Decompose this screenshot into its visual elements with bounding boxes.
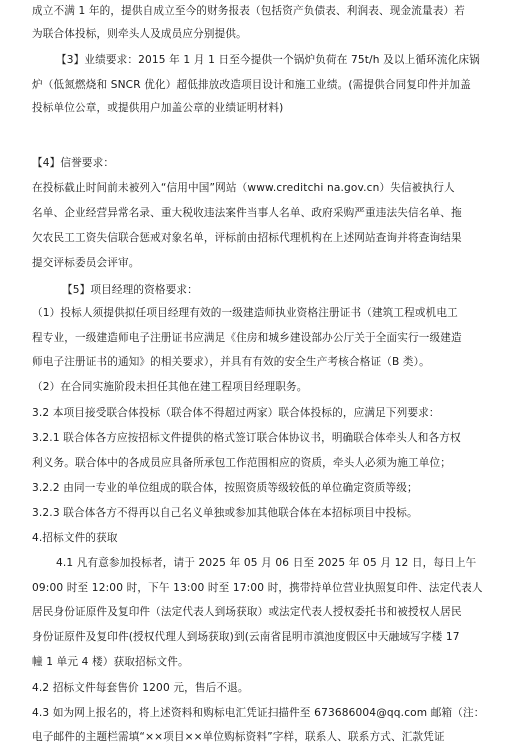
text-line: 幢 1 单元 4 楼）获取招标文件。 [32,656,189,668]
text-line: 欠农民工工资失信联合惩戒对象名单，评标前由招标代理机构在上述网站查询并将查询结果 [32,232,462,244]
section-heading: 【5】项目经理的资格要求： [62,284,198,296]
text-line: 投标单位公章，或提供用户加盖公章的业绩证明材料) [32,102,284,114]
text-line: 【3】业绩要求：2015 年 1 月 1 日至今提供一个锅炉负荷在 75t/h 及以上循环流化床锅 [56,54,480,66]
text-line: 炉（低氮燃烧和 SNCR 优化）超低排放改造项目设计和施工业绩。(需提供合同复印件并加盖 [32,79,471,91]
text-line: 名单、企业经营异常名录、重大税收违法案件当事人名单、政府采购严重违法失信名单、拖 [32,207,462,219]
text-line: 3.2.2 由同一专业的单位组成的联合体，按照资质等级较低的单位确定资质等级； [32,482,418,494]
text-line: 身份证原件及复印件(授权代理人到场获取)到(云南省昆明市滇池度假区中天融域写字楼 17 [32,631,460,643]
text-line: 师电子注册证书的通知》的相关要求），并具有有效的安全生产考核合格证（B 类）。 [32,356,430,368]
text-line: 4.3 如为网上报名的，将上述资料和购标电汇凭证扫描件至 673686004@qq.com 邮箱（注： [32,707,485,719]
text-line: 3.2 本项目接受联合体投标（联合体不得超过两家）联合体投标的，应满足下列要求： [32,407,440,419]
text-line: 为联合体投标，则牵头人及成员应分别提供。 [32,28,247,40]
section-heading: 4.招标文件的获取 [32,532,118,544]
text-line: 提交评标委员会评审。 [32,257,140,269]
text-line: （1）投标人须提供拟任项目经理有效的一级建造师执业资格注册证书（建筑工程或机电工 [32,307,458,319]
text-line: 3.2.3 联合体各方不得再以自己名义单独或参加其他联合体在本招标项目中投标。 [32,507,418,519]
text-line: 成立不满 1 年的，提供自成立至今的财务报表（包括资产负债表、利润表、现金流量表）若 [32,5,465,17]
text-line: 3.2.1 联合体各方应按招标文件提供的格式签订联合体协议书，明确联合体牵头人和各方权 [32,432,461,444]
text-line: 程专业，一级建造师电子注册证书应满足《住房和城乡建设部办公厅关于全面实行一级建造 [32,332,462,344]
section-heading: 【4】信誉要求： [32,157,115,169]
text-line: 4.1 凡有意参加投标者，请于 2025 年 05 月 06 日至 2025 年 05 月 12 日，每日上午 [56,557,477,569]
text-line: 09:00 时至 12:00 时，下午 13:00 时至 17:00 时，携带持单位营业执照复印件、法定代表人 [32,582,483,594]
text-line: 4.2 招标文件每套售价 1200 元，售后不退。 [32,682,249,694]
text-line: 电子邮件的主题栏需填“××项目××单位购标资料”字样，联系人、联系方式、汇款凭证 [32,731,445,743]
text-line: 在投标截止时间前未被列入“信用中国”网站（www.creditchi na.gov.cn）失信被执行人 [32,182,455,194]
text-line: （2）在合同实施阶段未担任其他在建工程项目经理职务。 [32,381,308,393]
text-line: 利义务。联合体中的各成员应具备所承包工作范围相应的资质，牵头人必须为施工单位； [32,457,452,469]
text-line: 居民身份证原件及复印件（法定代表人到场获取）或法定代表人授权委托书和被授权人居民 [32,606,462,618]
